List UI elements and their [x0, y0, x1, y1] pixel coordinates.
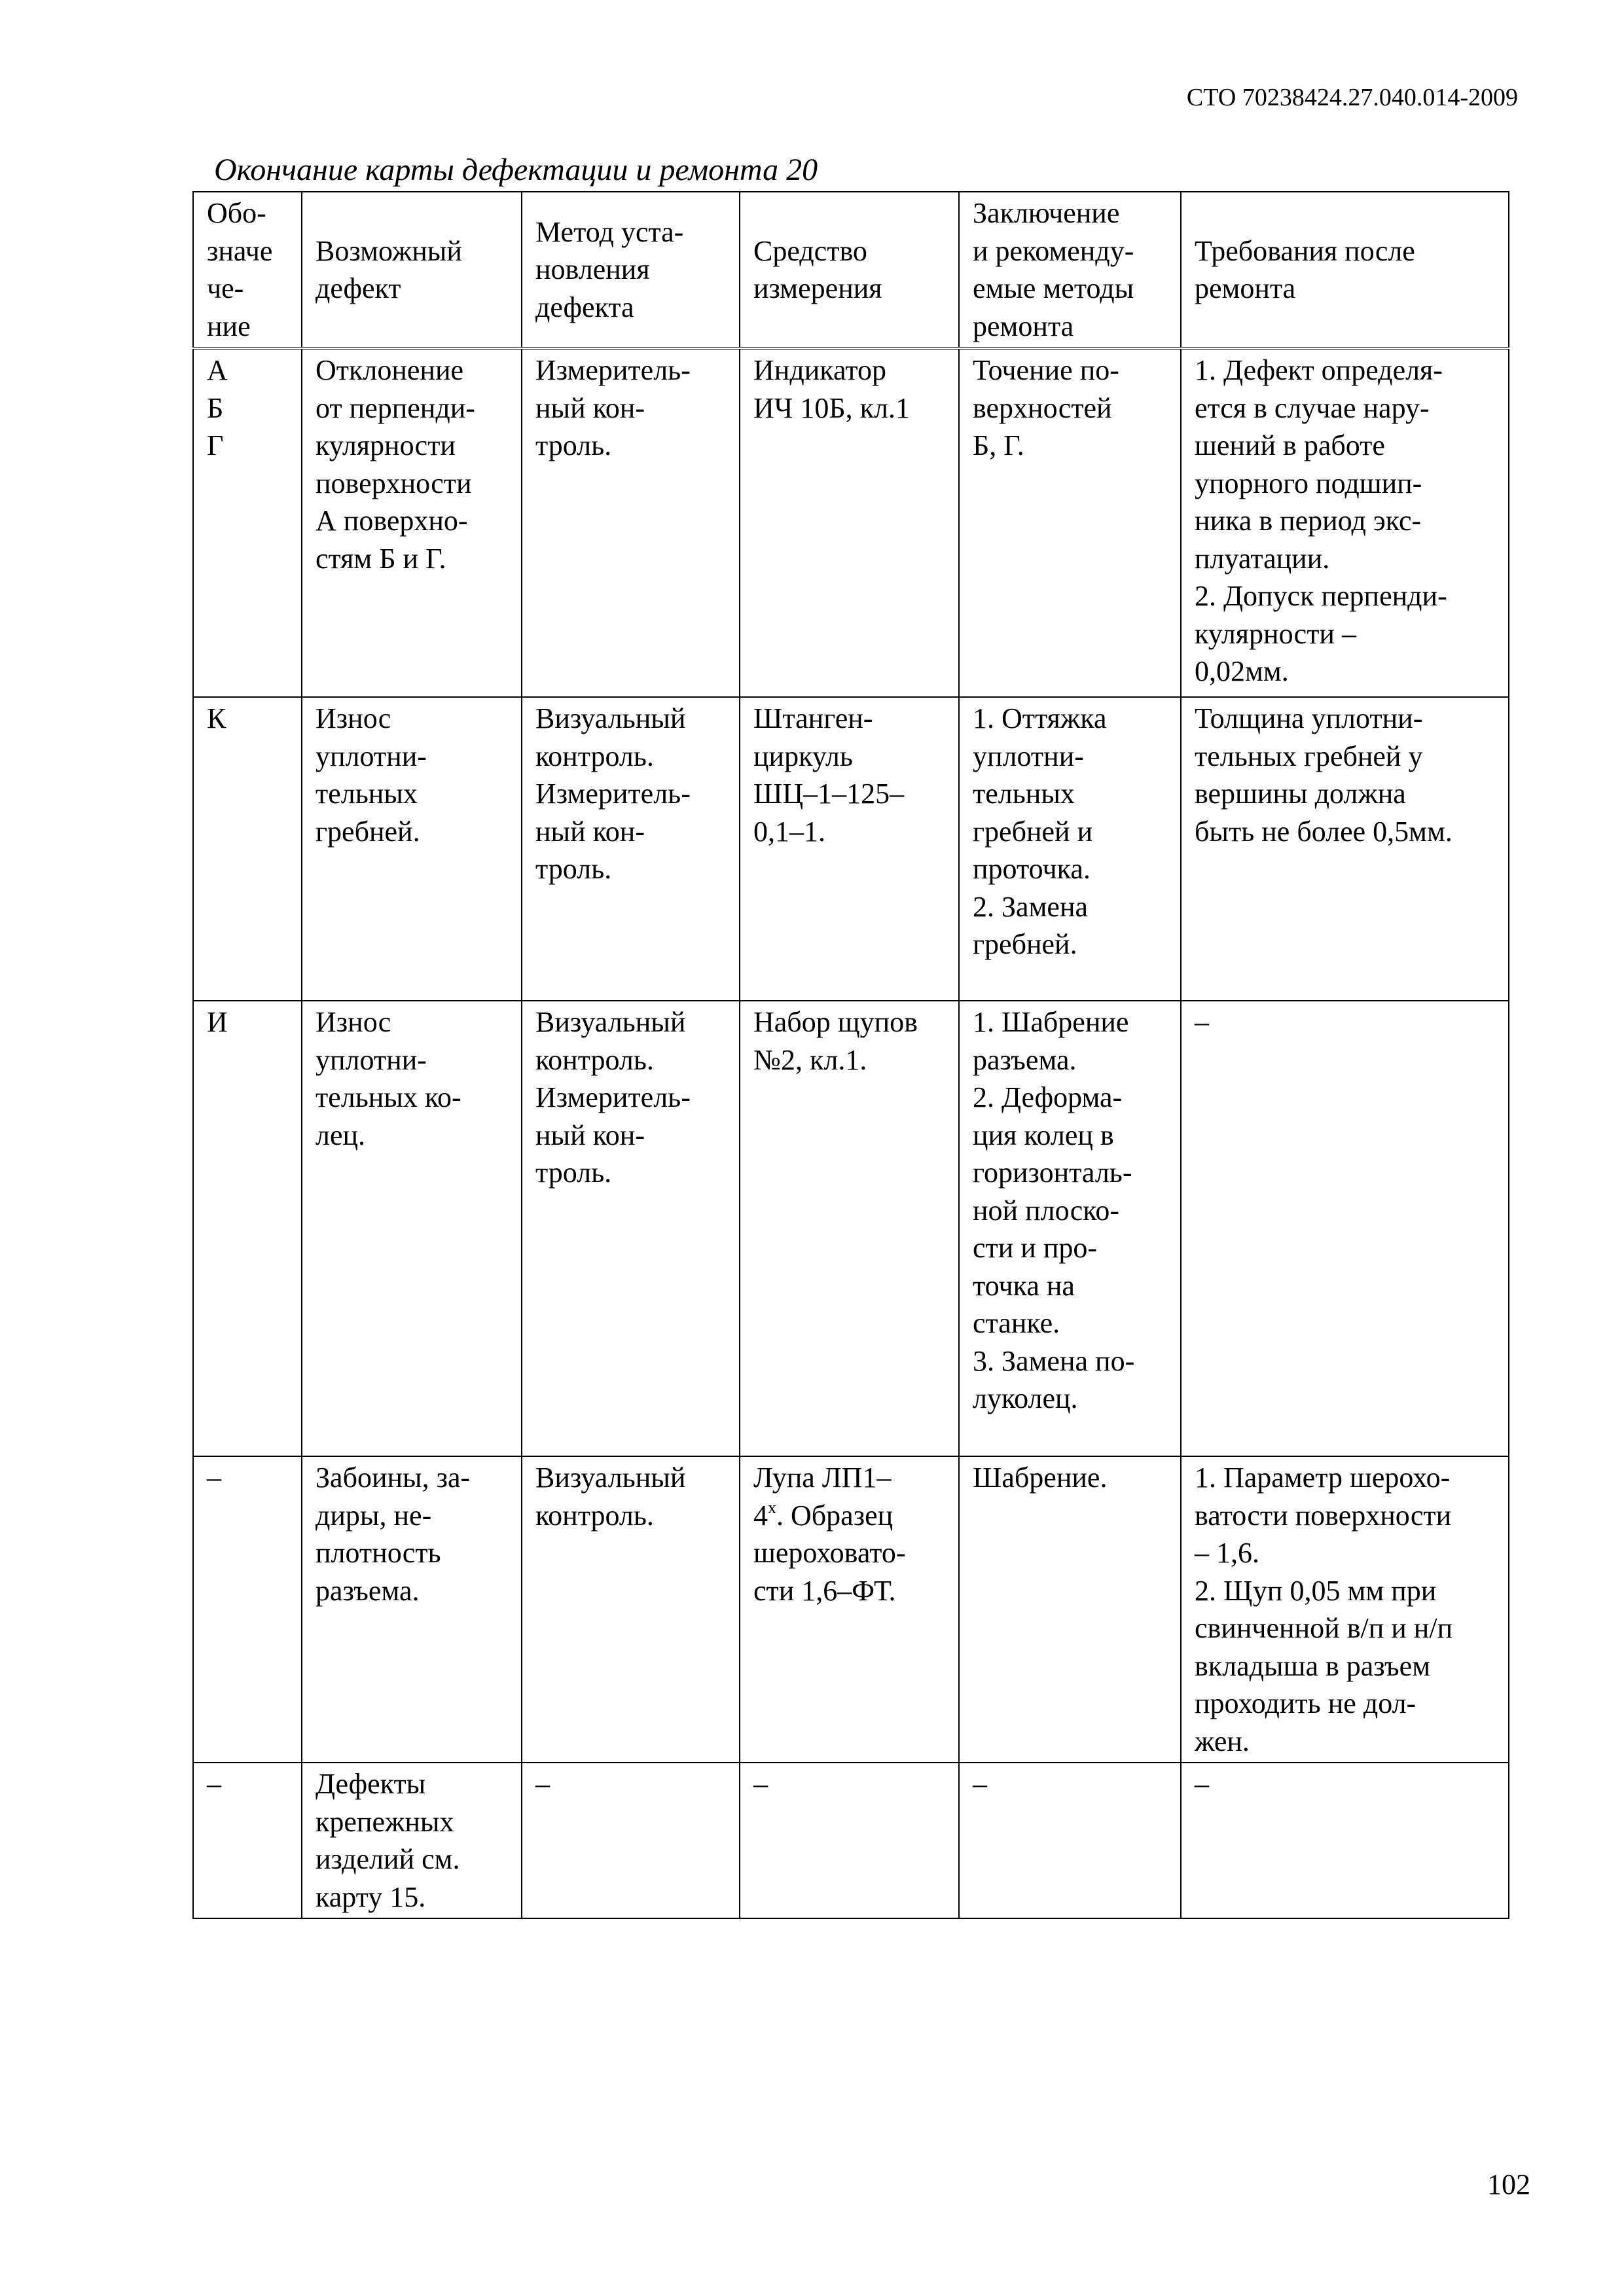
cell-repair: 1. Шабрение разъема. 2. Деформа- ция колец в горизонталь- ной плоско- сти и про- точка на станке. 3. Замена по- луколец.	[959, 1001, 1181, 1456]
table-row	[193, 1763, 1509, 1918]
cell-requirements: –	[1181, 1763, 1509, 1918]
cell-requirements: 1. Параметр шерохо- ватости поверхности – 1,6. 2. Щуп 0,05 мм при свинченной в/п и н/п вкладыша в разъем проходить не дол- жен.	[1181, 1456, 1509, 1763]
cell-method: Визуальный контроль. Измеритель- ный кон- троль.	[522, 697, 740, 1001]
tool-text-line1: Лупа ЛП1–	[753, 1462, 892, 1494]
document-code: СТО 70238424.27.040.014-2009	[1186, 84, 1518, 111]
cell-tool: Штанген- циркуль ШЦ–1–125– 0,1–1.	[740, 697, 959, 1001]
cell-repair: Шабрение.	[959, 1456, 1181, 1763]
cell-repair: –	[959, 1763, 1181, 1918]
cell-defect: Отклонение от перпенди- кулярности поверхности А поверхно- стям Б и Г.	[302, 348, 522, 697]
cell-symbol: И	[193, 1001, 302, 1456]
cell-method: –	[522, 1763, 740, 1918]
cell-defect: Износ уплотни- тельных гребней.	[302, 697, 522, 1001]
tool-text-base: 4	[753, 1499, 768, 1532]
cell-tool: Набор щупов №2, кл.1.	[740, 1001, 959, 1456]
cell-symbol: К	[193, 697, 302, 1001]
tool-text-rest: . Образец шероховато- сти 1,6–ФТ.	[753, 1499, 906, 1607]
header-tool: Средство измерения	[740, 192, 959, 348]
table-row	[193, 348, 1509, 697]
cell-requirements: Толщина уплотни- тельных гребней у вершины должна быть не более 0,5мм.	[1181, 697, 1509, 1001]
cell-method: Визуальный контроль.	[522, 1456, 740, 1763]
defect-repair-table	[192, 191, 1509, 1919]
cell-defect: Дефекты крепежных изделий см. карту 15.	[302, 1763, 522, 1918]
table-row	[193, 1001, 1509, 1456]
table-row	[193, 697, 1509, 1001]
header-requirements: Требования после ремонта	[1181, 192, 1509, 348]
tool-text-superscript: х	[768, 1498, 776, 1517]
table-row	[193, 1456, 1509, 1763]
cell-symbol: –	[193, 1456, 302, 1763]
cell-defect: Забоины, за- диры, не- плотность разъема.	[302, 1456, 522, 1763]
cell-tool: Индикатор ИЧ 10Б, кл.1	[740, 348, 959, 697]
cell-method: Визуальный контроль. Измеритель- ный кон- троль.	[522, 1001, 740, 1456]
table-header-row	[193, 192, 1509, 348]
cell-defect: Износ уплотни- тельных ко- лец.	[302, 1001, 522, 1456]
cell-tool	[740, 1456, 959, 1763]
header-repair: Заключение и рекоменду- емые методы ремонта	[959, 192, 1181, 348]
cell-repair: 1. Оттяжка уплотни- тельных гребней и проточка. 2. Замена гребней.	[959, 697, 1181, 1001]
cell-method: Измеритель- ный кон- троль.	[522, 348, 740, 697]
cell-symbol: А Б Г	[193, 348, 302, 697]
table-caption: Окончание карты дефектации и ремонта 20	[214, 152, 818, 187]
cell-symbol: –	[193, 1763, 302, 1918]
cell-repair: Точение по- верхностей Б, Г.	[959, 348, 1181, 697]
page-number: 102	[1487, 2168, 1530, 2200]
cell-tool: –	[740, 1763, 959, 1918]
cell-requirements: 1. Дефект определя- ется в случае нару- шений в работе упорного подшип- ника в период экс- плуатации. 2. Допуск перпенди- кулярности – 0,02мм.	[1181, 348, 1509, 697]
header-symbol: Обо- значе че- ние	[193, 192, 302, 348]
header-method: Метод уста- новления дефекта	[522, 192, 740, 348]
header-defect: Возможный дефект	[302, 192, 522, 348]
cell-requirements: –	[1181, 1001, 1509, 1456]
